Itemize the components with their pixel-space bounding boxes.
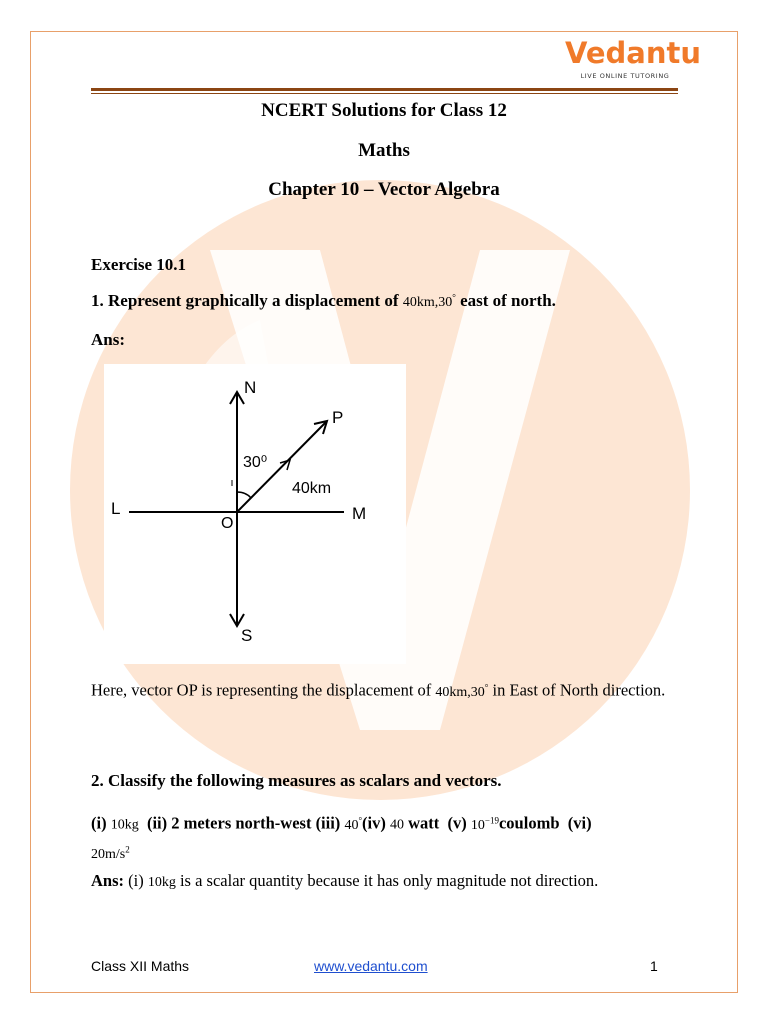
logo-tagline: LIVE ONLINE TUTORING	[580, 72, 670, 80]
footer-page-number: 1	[650, 958, 658, 974]
explanation-math: 40km,30°	[435, 682, 489, 700]
question-2-items: (i) 10kg (ii) 2 meters north-west (iii) 40°(iv) 40 watt (v) $10^{-19}coulomb$ (vi) $20m/s^2$	[91, 813, 592, 863]
title-line-1: NCERT Solutions for Class 12	[261, 100, 507, 121]
footer-website-link[interactable]: www.vedantu.com	[314, 958, 428, 974]
answer-2: Ans: (i) 10kg is a scalar quantity because it has only magnitude not direction.	[91, 871, 599, 890]
footer-left: Class XII Maths	[91, 958, 190, 974]
label-m: M	[352, 504, 367, 523]
q1-prefix: 1. Represent graphically a displacement of	[91, 291, 399, 310]
label-n: N	[244, 378, 257, 397]
label-s: S	[241, 626, 253, 645]
label-p: P	[332, 408, 344, 427]
q1-suffix: east of north.	[460, 291, 556, 310]
displacement-diagram	[104, 364, 406, 664]
title-line-2: Maths	[358, 140, 410, 161]
title-line-3: Chapter 10 – Vector Algebra	[268, 179, 500, 200]
q1-math: 40km,30°	[402, 292, 456, 310]
label-l: L	[111, 499, 121, 518]
label-o: O	[221, 515, 234, 532]
question-1	[91, 291, 556, 311]
exercise-heading: Exercise 10.1	[91, 255, 187, 274]
label-angle: 30⁰	[243, 454, 268, 471]
question-2: 2. Classify the following measures as scalars and vectors.	[91, 771, 502, 790]
answer-1-label: Ans:	[91, 330, 126, 349]
explanation-paragraph: Here, vector OP is representing the displacement of 40km,30° in East of North direction.	[91, 680, 666, 700]
label-distance: 40km	[292, 480, 332, 497]
logo-text: Vedantu	[565, 36, 702, 70]
